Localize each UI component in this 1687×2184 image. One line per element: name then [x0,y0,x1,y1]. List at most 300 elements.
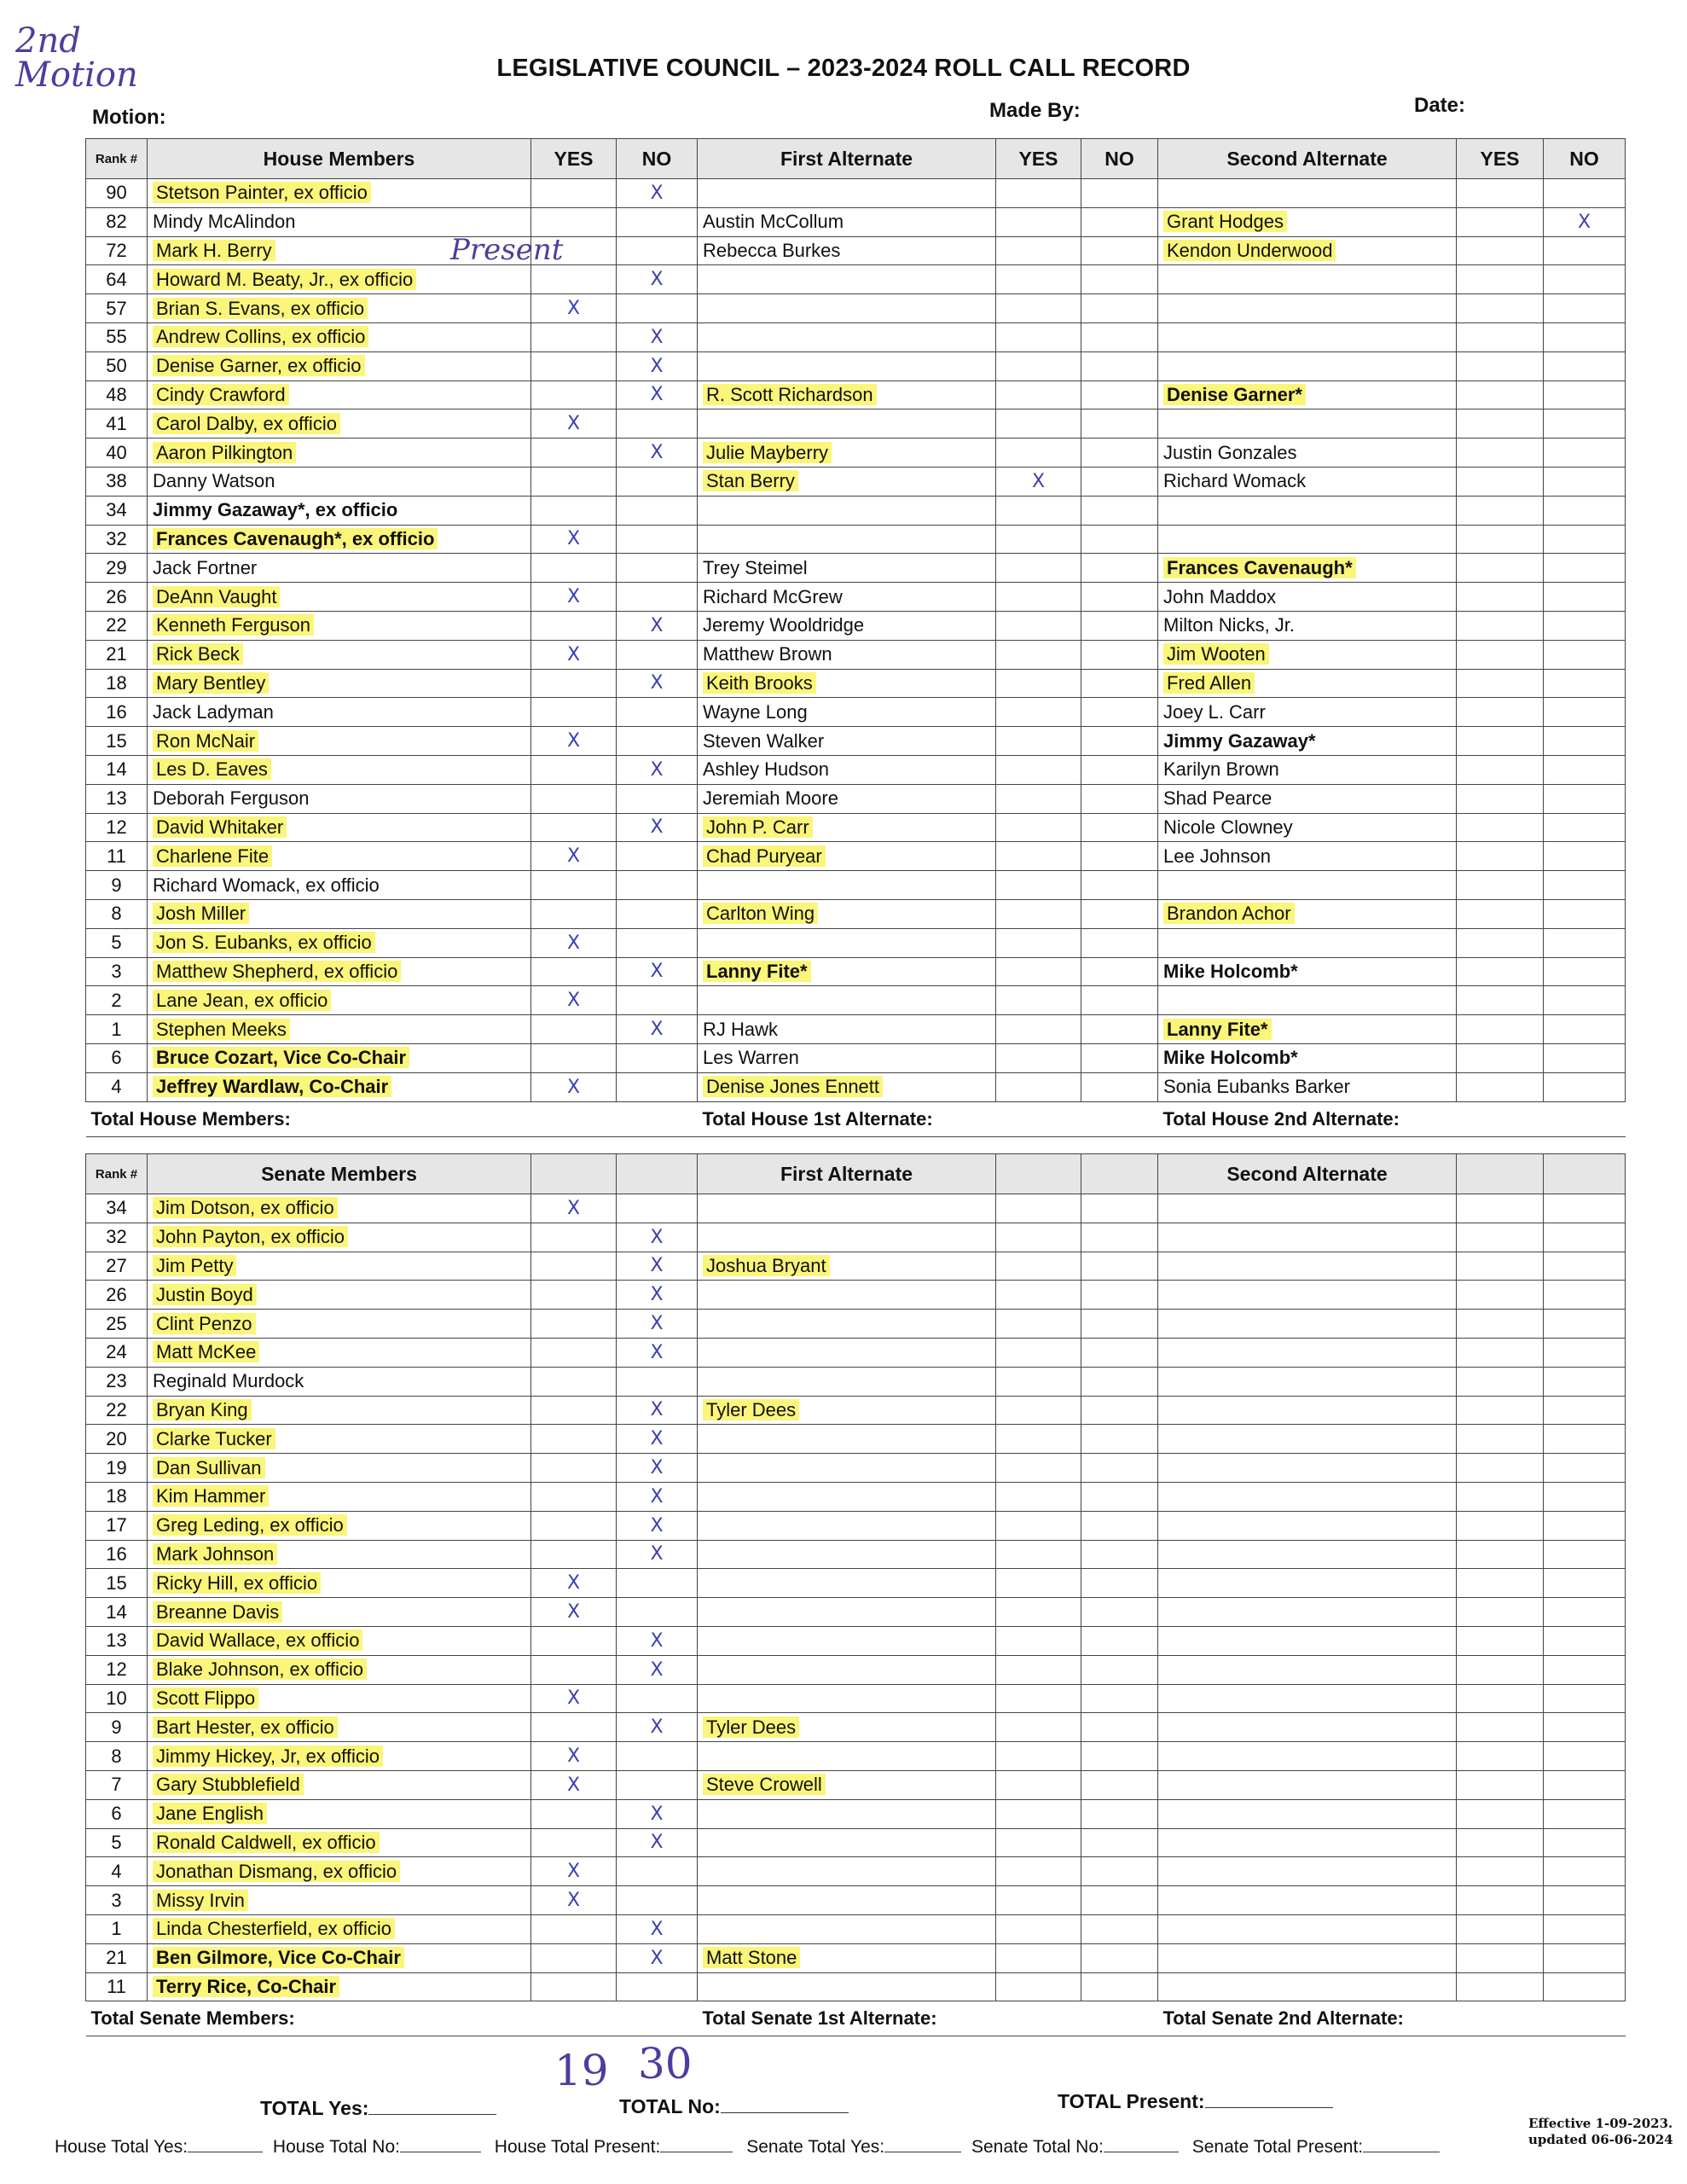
table-row [86,1252,1626,1281]
member-name [148,1425,531,1454]
rank-cell-text: 15 [106,1571,127,1594]
alt1-no-vote-cell [1081,207,1158,236]
member-name-text: Josh Miller [153,903,249,924]
no-vote-cell-text: X [650,1658,664,1681]
alt1-yes-vote-cell [996,1396,1081,1425]
house-no-header-text: NO [641,147,672,170]
table-row [86,1828,1626,1857]
second-alternate-name [1158,755,1457,784]
alt1-no-vote-cell [1081,1799,1158,1828]
no-vote-cell [617,525,698,554]
rank-cell-text: 7 [111,1774,122,1796]
table-row [86,496,1626,525]
table-row [86,554,1626,583]
no-vote-cell [617,1015,698,1044]
yes-vote-cell [531,1799,617,1828]
alt1-no-vote-cell [1081,1367,1158,1396]
alt1-no-vote-cell [1081,986,1158,1015]
rank-cell [86,640,148,669]
member-name [148,294,531,323]
alt1-no-vote-cell [1081,1770,1158,1799]
alt2-no-vote-cell [1544,1338,1626,1367]
house-alt2-no-header-text: NO [1569,147,1599,170]
alt2-no-vote-cell [1544,179,1626,208]
first-alternate-name [698,957,996,986]
first-alternate-name [698,899,996,928]
member-name [148,322,531,351]
table-row [86,813,1626,842]
member-name [148,755,531,784]
member-name [148,986,531,1015]
no-vote-cell-text: X [650,355,664,377]
rank-cell-text: 50 [106,355,127,377]
alt2-yes-vote-cell [1457,236,1544,265]
yes-vote-cell-text: X [566,528,581,550]
table-row [86,236,1626,265]
second-alternate-name [1158,583,1457,612]
alt1-no-vote-cell [1081,1857,1158,1886]
member-name [148,179,531,208]
no-vote-cell [617,1072,698,1101]
no-vote-cell [617,1281,698,1310]
rank-cell [86,842,148,871]
member-name [148,410,531,439]
first-alternate-name-text: Matthew Brown [703,643,832,665]
member-name-text: Ronald Caldwell, ex officio [153,1832,380,1853]
yes-vote-cell [531,1396,617,1425]
rank-cell [86,1828,148,1857]
house-alt1-yes-header [996,139,1081,179]
alt2-yes-vote-cell [1457,727,1544,756]
member-name [148,1626,531,1655]
no-vote-cell [617,669,698,698]
alt2-yes-vote-cell [1457,496,1544,525]
member-name [148,265,531,294]
member-name [148,467,531,496]
no-vote-cell-text: X [650,1255,664,1277]
member-name-text: Bryan King [153,1399,252,1420]
first-alternate-name [698,1281,996,1310]
alt2-no-vote-cell [1544,554,1626,583]
member-name [148,1655,531,1684]
no-vote-cell-text: X [650,961,664,983]
rank-cell-text: 1 [111,1918,122,1940]
rank-cell-text: 11 [107,1975,126,1997]
member-name [148,1015,531,1044]
second-alternate-name-text: Brandon Achor [1163,903,1295,924]
first-alternate-name [698,583,996,612]
member-name-text: Charlene Fite [153,845,272,867]
member-name-text: Ron McNair [153,730,258,752]
table-row [86,1569,1626,1598]
rank-cell-text: 18 [106,671,127,694]
alt1-no-vote-cell [1081,525,1158,554]
rank-cell [86,1338,148,1367]
alt2-yes-vote-cell [1457,1857,1544,1886]
alt1-yes-vote-cell [996,1626,1081,1655]
house-total-no: House Total No: [272,2137,400,2157]
second-alternate-name [1158,1684,1457,1713]
senate-alt2-header-text: Second Alternate [1226,1162,1388,1185]
alt2-no-vote-cell [1544,1540,1626,1569]
rank-cell [86,1540,148,1569]
rank-cell-text: 9 [111,1716,122,1738]
alt2-yes-vote-cell [1457,611,1544,640]
first-alternate-name [698,1713,996,1742]
rank-cell-text: 14 [106,1600,127,1623]
senate-alt1-yes-header [996,1154,1081,1194]
alt1-yes-vote-cell [996,179,1081,208]
table-row [86,179,1626,208]
first-alternate-name [698,813,996,842]
second-alternate-name [1158,1454,1457,1483]
table-row [86,1425,1626,1454]
alt2-no-vote-cell [1544,698,1626,727]
alt1-no-vote-cell [1081,1684,1158,1713]
alt1-yes-vote-cell [996,640,1081,669]
alt1-yes-vote-cell [996,496,1081,525]
yes-vote-cell [531,899,617,928]
no-vote-cell-text: X [650,1284,664,1306]
yes-vote-cell [531,1713,617,1742]
rank-cell [86,1252,148,1281]
rank-cell [86,1396,148,1425]
member-name-text: Rick Beck [153,643,243,665]
alt1-no-vote-cell [1081,467,1158,496]
second-alternate-name-text: Justin Gonzales [1163,441,1297,463]
house-members-header [148,139,531,179]
rank-cell [86,1799,148,1828]
alt1-yes-vote-cell [996,1281,1081,1310]
table-row [86,1194,1626,1223]
alt1-yes-vote-cell [996,755,1081,784]
first-alternate-name [698,1043,996,1072]
alt2-yes-vote-cell [1457,1914,1544,1943]
first-alternate-name [698,1072,996,1101]
second-alternate-name [1158,1252,1457,1281]
member-name [148,554,531,583]
member-name-text: Justin Boyd [153,1284,257,1305]
member-name-text: Jonathan Dismang, ex officio [153,1861,400,1882]
second-alternate-name-text: Frances Cavenaugh* [1163,557,1356,578]
rank-cell [86,928,148,957]
house-total-members-text: Total House Members: [90,1107,291,1130]
yes-vote-cell-text: X [566,586,581,608]
first-alternate-name [698,1857,996,1886]
updated-text: updated 06-06-2024 [1528,2132,1673,2147]
yes-vote-cell [531,380,617,410]
second-alternate-name [1158,322,1457,351]
first-alternate-name [698,1194,996,1223]
alt1-no-vote-cell [1081,1223,1158,1252]
second-alternate-name-text: Karilyn Brown [1163,758,1279,781]
no-vote-cell [617,496,698,525]
rank-cell-text: 3 [111,1889,122,1911]
member-name-text: Gary Stubblefield [153,1774,304,1795]
second-alternate-name [1158,1914,1457,1943]
second-alternate-name [1158,207,1457,236]
first-alternate-name [698,1598,996,1627]
member-name-text: Lane Jean, ex officio [153,990,331,1011]
no-vote-cell [617,236,698,265]
alt2-yes-vote-cell [1457,1043,1544,1072]
first-alternate-name-text: Joshua Bryant [703,1255,830,1276]
no-vote-cell-text: X [650,1629,664,1652]
second-alternate-name [1158,1742,1457,1771]
alt2-yes-vote-cell [1457,1972,1544,2001]
first-alternate-name [698,525,996,554]
house-total-alt2-text: Total House 2nd Alternate: [1162,1107,1400,1130]
alt2-yes-vote-cell [1457,1943,1544,1972]
member-name [148,1540,531,1569]
alt2-yes-vote-cell [1457,784,1544,813]
senate-roll-call-table [85,1153,1626,2036]
second-alternate-name [1158,1396,1457,1425]
member-name-text: Jimmy Hickey, Jr, ex officio [153,1745,383,1767]
member-name [148,1770,531,1799]
no-vote-cell [617,755,698,784]
member-name-text: Reginald Murdock [153,1370,304,1392]
rank-cell [86,1914,148,1943]
yes-vote-cell [531,1367,617,1396]
senate-alt2-header [1158,1154,1457,1194]
no-vote-cell [617,1569,698,1598]
rank-cell-text: 38 [106,470,127,492]
member-name-text: Brian S. Evans, ex officio [153,298,368,319]
alt2-yes-vote-cell [1457,1886,1544,1915]
second-alternate-name [1158,1425,1457,1454]
senate-total-members-text: Total Senate Members: [90,2007,295,2030]
alt1-yes-vote-cell [996,1482,1081,1511]
yes-vote-cell [531,1043,617,1072]
rank-cell-text: 16 [106,1542,127,1565]
alt2-no-vote-cell [1544,928,1626,957]
alt2-no-vote-cell [1544,1799,1626,1828]
second-alternate-name-text: Mike Holcomb* [1163,960,1298,982]
first-alternate-name [698,439,996,468]
second-alternate-name [1158,669,1457,698]
alt1-yes-vote-cell [996,957,1081,986]
first-alternate-name [698,611,996,640]
alt2-yes-vote-cell [1457,1598,1544,1627]
member-name [148,1914,531,1943]
rank-cell [86,1569,148,1598]
rank-cell [86,957,148,986]
alt1-no-vote-cell [1081,813,1158,842]
motion-annotation-text: 2nd Motion [15,21,138,95]
second-alternate-name [1158,1770,1457,1799]
alt2-yes-vote-cell [1457,1310,1544,1339]
house-rank-header-text: Rank # [95,151,138,166]
alt2-no-vote-cell [1544,1511,1626,1540]
member-name [148,439,531,468]
rank-cell-text: 15 [106,729,127,752]
member-name-text: Andrew Collins, ex officio [153,326,368,347]
no-vote-cell-text: X [650,1399,664,1421]
alt2-yes-vote-cell [1457,410,1544,439]
rank-cell [86,1425,148,1454]
rank-cell [86,1015,148,1044]
alt2-yes-vote-cell [1457,957,1544,986]
first-alternate-name [698,986,996,1015]
first-alternate-name-text: Austin McCollum [703,211,844,233]
rank-cell [86,294,148,323]
table-row [86,1914,1626,1943]
rank-cell-text: 64 [106,268,127,290]
yes-vote-cell [531,1482,617,1511]
rank-cell-text: 23 [106,1370,127,1392]
alt2-yes-vote-cell [1457,1281,1544,1310]
alt2-yes-vote-cell [1457,986,1544,1015]
alt2-yes-vote-cell [1457,899,1544,928]
senate-alt2-no-header [1544,1154,1626,1194]
first-alternate-name [698,1569,996,1598]
member-name-text: Carol Dalby, ex officio [153,413,340,434]
first-alternate-name [698,294,996,323]
member-name-text: Breanne Davis [153,1601,282,1623]
member-name-text: Terry Rice, Co-Chair [153,1976,339,1997]
first-alternate-name-text: Chad Puryear [703,845,826,867]
table-row [86,1072,1626,1101]
yes-vote-cell-text: X [566,1774,581,1796]
no-vote-cell-text: X [650,1019,664,1040]
no-vote-cell [617,1367,698,1396]
no-vote-cell [617,1770,698,1799]
table-row [86,410,1626,439]
alt2-yes-vote-cell [1457,1684,1544,1713]
alt2-no-vote-cell [1544,1828,1626,1857]
table-row [86,755,1626,784]
alt1-no-vote-cell [1081,236,1158,265]
alt2-no-vote-cell [1544,236,1626,265]
second-alternate-name [1158,351,1457,380]
rank-cell [86,351,148,380]
table-row [86,698,1626,727]
rank-cell-text: 82 [106,211,127,233]
made-by-label: Made By: [989,99,1081,122]
second-alternate-name [1158,554,1457,583]
member-name-text: Mark Johnson [153,1543,277,1565]
first-alternate-name-text: Trey Steimel [703,556,808,578]
yes-vote-cell [531,813,617,842]
rank-cell-text: 29 [106,556,127,578]
yes-vote-cell [531,410,617,439]
no-vote-cell-text: X [650,1803,664,1825]
total-no-label [619,2095,849,2118]
no-vote-cell [617,265,698,294]
alt1-yes-vote-cell [996,322,1081,351]
table-row [86,727,1626,756]
alt1-no-vote-cell [1081,1511,1158,1540]
yes-vote-cell [531,1770,617,1799]
yes-vote-cell [531,1454,617,1483]
second-alternate-name-text: Joey L. Carr [1163,700,1266,723]
first-alternate-name-text: R. Scott Richardson [703,384,877,405]
alt2-no-vote-cell [1544,1886,1626,1915]
yes-vote-cell-text: X [566,1076,581,1098]
yes-vote-cell [531,871,617,900]
senate-alt1-no-header [1081,1154,1158,1194]
yes-vote-cell [531,1015,617,1044]
member-name [148,1598,531,1627]
present-annotation: Present [450,233,564,267]
senate-total-alt1-text: Total Senate 1st Alternate: [702,2007,937,2030]
yes-vote-cell-text: X [566,932,581,954]
rank-cell-text: 6 [111,1047,122,1069]
rank-cell-text: 72 [106,239,127,261]
first-alternate-name [698,1943,996,1972]
alt2-yes-vote-cell [1457,294,1544,323]
senate-rank-header-text: Rank # [95,1166,138,1182]
rank-cell [86,1655,148,1684]
member-name-text: Clint Penzo [153,1313,256,1334]
rank-cell [86,1886,148,1915]
member-name-text: Jane English [153,1803,267,1824]
alt1-no-vote-cell [1081,1281,1158,1310]
second-alternate-name-text: Lanny Fite* [1163,1019,1272,1040]
rank-cell [86,525,148,554]
first-alternate-name [698,842,996,871]
second-alternate-name [1158,784,1457,813]
member-name [148,1569,531,1598]
first-alternate-name [698,496,996,525]
member-name-text: John Payton, ex officio [153,1226,348,1247]
member-name-text: Mary Bentley [153,672,269,694]
rank-cell [86,755,148,784]
house-alt1-no-header [1081,139,1158,179]
rank-cell-text: 14 [106,758,127,781]
house-rank-header [86,139,148,179]
no-vote-cell-text: X [650,326,664,348]
alt1-yes-vote-cell [996,410,1081,439]
no-vote-cell [617,207,698,236]
table-row [86,611,1626,640]
alt1-no-vote-cell [1081,1310,1158,1339]
alt1-yes-vote-cell [996,1511,1081,1540]
second-alternate-name [1158,611,1457,640]
first-alternate-name-text: Les Warren [703,1047,799,1069]
alt2-no-vote-cell [1544,1015,1626,1044]
first-alternate-name [698,1252,996,1281]
member-name-text: Matthew Shepherd, ex officio [153,961,401,982]
alt1-yes-vote-cell [996,784,1081,813]
alt1-yes-vote-cell [996,1540,1081,1569]
member-name [148,1072,531,1101]
member-name [148,1943,531,1972]
table-row [86,583,1626,612]
alt1-yes-vote-cell [996,1043,1081,1072]
alt2-yes-vote-cell [1457,1742,1544,1771]
alt2-no-vote-cell [1544,496,1626,525]
rank-cell [86,1626,148,1655]
member-name [148,1828,531,1857]
rank-cell-text: 22 [106,1398,127,1420]
member-name [148,496,531,525]
second-alternate-name [1158,179,1457,208]
member-name-text: Jimmy Gazaway*, ex officio [153,499,398,521]
table-row [86,1015,1626,1044]
table-row [86,640,1626,669]
table-row [86,1799,1626,1828]
no-vote-cell [617,1598,698,1627]
alt1-no-vote-cell [1081,640,1158,669]
first-alternate-name-text: Rebecca Burkes [703,239,841,261]
alt1-no-vote-cell [1081,698,1158,727]
alt2-yes-vote-cell [1457,640,1544,669]
alt2-yes-vote-cell [1457,1713,1544,1742]
member-name-text: Deborah Ferguson [153,787,310,810]
alt1-no-vote-cell [1081,727,1158,756]
